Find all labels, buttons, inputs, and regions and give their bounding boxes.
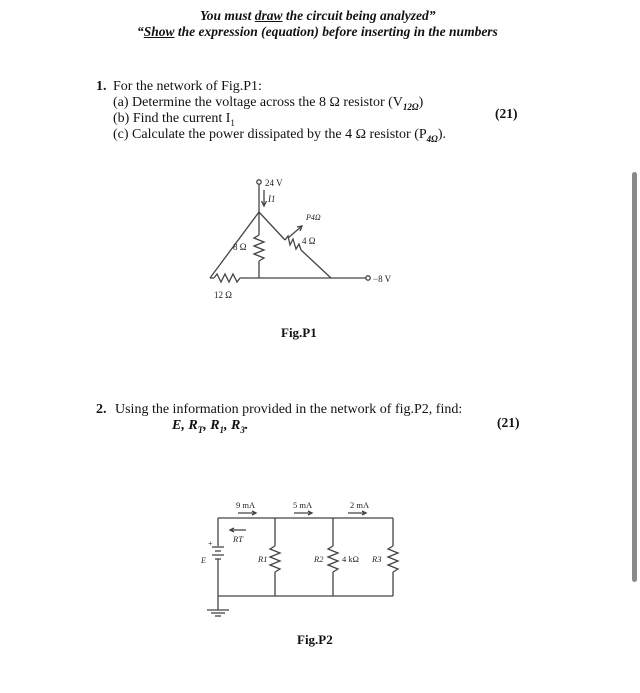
current-9ma: 9 mA: [236, 500, 256, 510]
q1-part-b: (b) Find the current $I_1$: [113, 111, 235, 128]
instruction-line-1: You must draw the circuit being analyzed”: [200, 8, 436, 23]
current-2ma: 2 mA: [350, 500, 370, 510]
fig-p1-caption: Fig.P1: [281, 325, 317, 340]
resistor-r1: [270, 546, 280, 572]
instruction-line-2: “Show the expression (equation) before inserting in the numbers: [137, 24, 498, 39]
q1-intro: For the network of Fig.P1:: [113, 79, 262, 94]
resistor-r3: [388, 546, 398, 572]
q1-marks: (21): [495, 106, 518, 121]
q1-part-c: (c) Calculate the power dissipated by the 4 Ω resistor $(P_{4\Omega})$.: [113, 127, 447, 144]
draw-underlined: draw: [254, 8, 283, 23]
q2-intro: Using the information provided in the network of fig.P2, find:: [115, 402, 463, 417]
current-5ma: 5 mA: [293, 500, 313, 510]
r4-label: 4 Ω: [302, 236, 316, 246]
r1-label: R1: [258, 554, 268, 564]
r8-label: 8 Ω: [233, 242, 247, 252]
current-label-i1: I1: [268, 194, 276, 204]
e-label: E: [201, 556, 206, 565]
q2-unknowns: E, $R_T$, $R_1$, $R_3$.: [172, 418, 249, 435]
source-label-24v: 24 V: [265, 178, 283, 188]
vertical-scrollbar[interactable]: [632, 172, 637, 582]
q2-marks: (21): [497, 415, 520, 430]
r3-label: R3: [372, 554, 382, 564]
battery-plus-label: +: [208, 539, 213, 548]
fig-p2-caption: Fig.P2: [297, 632, 333, 647]
show-underlined: Show: [143, 24, 175, 39]
resistor-r2: [328, 546, 338, 572]
r2-label: R2: [314, 554, 324, 564]
q2-number: 2.: [96, 402, 107, 417]
neg-source-label: −8 V: [373, 274, 392, 284]
rt-label: RT: [233, 534, 243, 544]
q1-part-a: (a) Determine the voltage across the 8 Ω resistor $(V_{12\Omega})$: [113, 95, 424, 112]
r12-label: 12 Ω: [214, 290, 232, 300]
q1-number: 1.: [96, 79, 107, 94]
p4-label: P4Ω: [306, 213, 321, 222]
r2-value: 4 kΩ: [342, 554, 359, 564]
